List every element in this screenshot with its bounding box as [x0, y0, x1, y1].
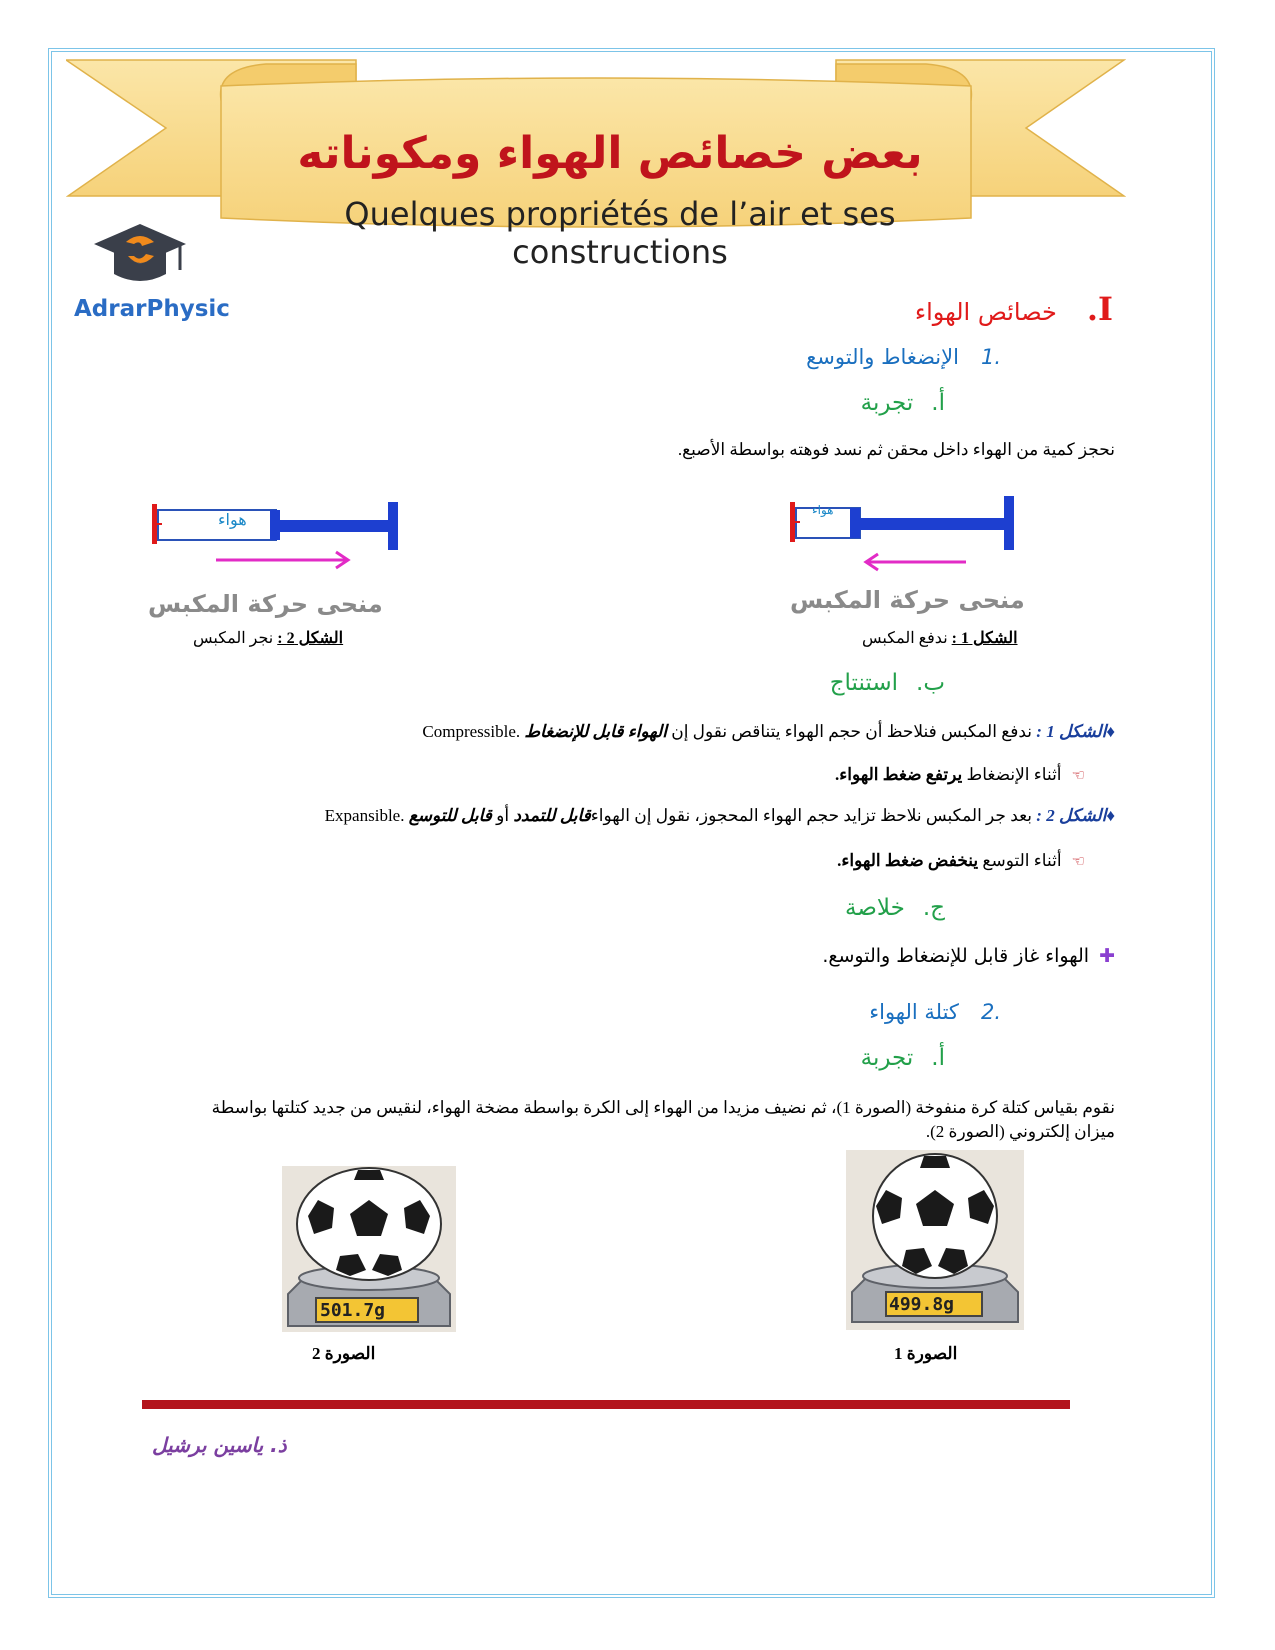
- scale-display-2: 501.7g: [320, 1300, 386, 1321]
- subsection-1-heading: [806, 345, 1001, 369]
- photo-2-caption: الصورة 2: [312, 1344, 376, 1363]
- author-name: ذ. ياسين برشيل: [152, 1433, 287, 1457]
- photo-1-caption: الصورة 1: [894, 1344, 958, 1363]
- logo-text: AdrarPhysic: [74, 296, 230, 322]
- experiment-heading: أ.تجربة: [860, 390, 945, 416]
- graduation-cap-icon: [92, 222, 188, 292]
- subsection-title: كتلة الهواء: [869, 1000, 959, 1024]
- figure-2-caption: الشكل 2 : نجر المكبس: [193, 630, 344, 647]
- syringe-figure-2: [148, 500, 408, 584]
- conclusion-note-2: ☜أثناء التوسع ينخفض ضغط الهواء.: [837, 851, 1085, 870]
- pointing-hand-icon: ☜: [1071, 854, 1085, 870]
- diamond-bullet-icon: ♦: [1106, 722, 1115, 741]
- diamond-bullet-icon: ♦: [1106, 806, 1115, 825]
- section-title: خصائص الهواء: [914, 298, 1057, 326]
- subsection-title: الإنضغاط والتوسع: [806, 345, 959, 369]
- experiment-2-heading: أ.تجربة: [860, 1045, 945, 1071]
- pointing-hand-icon: ☜: [1071, 768, 1085, 784]
- conclusion-heading: ب.استنتاج: [829, 670, 945, 696]
- figure-1-caption: الشكل 1 : ندفع المكبس: [862, 630, 1018, 647]
- section-number: I.: [1086, 290, 1113, 328]
- summary-heading: ج.خلاصة: [845, 895, 945, 921]
- page-title-ar: بعض خصائص الهواء ومكوناته: [297, 128, 923, 179]
- subsection-number: .2: [980, 1000, 1001, 1024]
- page-title-fr: Quelques propriétés de l’air et ses constructions: [344, 195, 896, 271]
- section-heading: [915, 290, 1113, 328]
- conclusion-item-1: ♦الشكل 1 : ندفع المكبس فنلاحظ أن حجم الهواء يتناقص نقول إن الهواء قابل للإنضغاط Compressible.: [422, 722, 1115, 741]
- footer-rule: [142, 1400, 1070, 1409]
- arrow-label-1: منحى حركة المكبس: [790, 586, 1025, 614]
- experiment-text: نحجز كمية من الهواء داخل محقن ثم نسد فوهته بواسطة الأصبع.: [677, 440, 1115, 459]
- subsection-number: .1: [980, 345, 1001, 369]
- syringe-label-2: هواء: [218, 510, 247, 529]
- conclusion-note-1: ☜أثناء الإنضغاط يرتفع ضغط الهواء.: [835, 765, 1085, 784]
- summary-text: ✚الهواء غاز قابل للإنضغاط والتوسع.: [822, 945, 1115, 967]
- plus-bullet-icon: ✚: [1099, 945, 1115, 967]
- experiment-2-text: نقوم بقياس كتلة كرة منفوخة (الصورة 1)، ثم نضيف مزيدا من الهواء إلى الكرة بواسطة مضخة الهواء، لنقيس من جديد كتلتها بواسطة ميزان إلكتروني (الصورة 2).: [211, 1098, 1115, 1141]
- subsection-2-heading: [869, 1000, 1001, 1024]
- arrow-label-2: منحى حركة المكبس: [148, 590, 383, 618]
- scale-display-1: 499.8g: [889, 1294, 955, 1315]
- syringe-label-1: هواء: [812, 503, 834, 517]
- conclusion-item-2: ♦الشكل 2 : بعد جر المكبس نلاحظ تزايد حجم الهواء المحجوز، نقول إن الهواءقابل للتمدد أو قابل للتوسع Expansible.: [324, 806, 1115, 825]
